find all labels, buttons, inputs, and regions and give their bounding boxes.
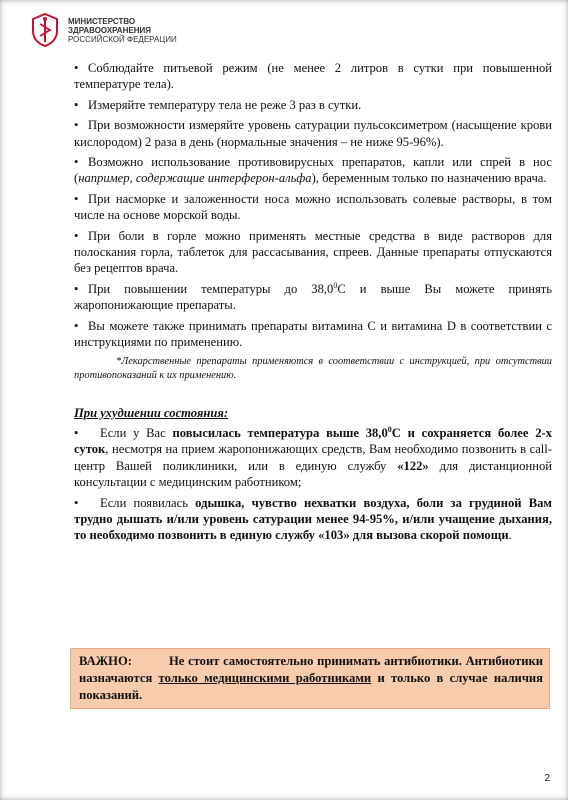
list-item: • Вы можете также принимать препараты витамина С и витамина D в соответствии с инструкциями по применению. — [74, 318, 552, 350]
bullet-icon: • — [74, 155, 79, 170]
list-item: • При боли в горле можно применять местные средства в виде растворов для полоскания горла, таблеток для рассасывания, спреев. Данные препараты отпускаются без рецептов врача. — [74, 228, 552, 276]
bullet-icon: • — [74, 318, 79, 333]
bullet-icon: • — [74, 97, 79, 112]
bullet-icon: • — [74, 425, 79, 440]
important-label: ВАЖНО: — [79, 654, 132, 668]
important-notice: ВАЖНО: Не стоит самостоятельно принимать антибиотики. Антибиотики назначаются только медицинскими работниками и только в случае наличия показаний. — [70, 648, 550, 709]
section-title: При ухудшении состояния: — [74, 405, 229, 420]
list-item: • При насморке и заложенности носа можно использовать солевые растворы, в том числе на основе морской воды. — [74, 191, 552, 223]
list-item: • Соблюдайте питьевой режим (не менее 2 литров в сутки при повышенной температуре тела). — [74, 61, 552, 92]
list-item: • При повышении температуры до 38,0$^0$С и выше Вы можете принять жаропонижающие препараты. — [74, 280, 553, 313]
list-item: • Возможно использование противовирусных препаратов, капли или спрей в нос (например, содержащие интерферон-альфа), беременным только по назначению врача. — [74, 155, 552, 186]
list-item: • Если появилась одышка, чувство нехватки воздуха, боли за грудиной Вам трудно дышать и/или уровень сатурации менее 94-95%, и/или учащение дыхания, то необходимо позвонить в единую службу «103» для вызова скорой помощи. — [74, 495, 552, 543]
ministry-line-2: ЗДРАВООХРАНЕНИЯ — [68, 25, 151, 35]
ministry-line-3: РОССИЙСКОЙ ФЕДЕРАЦИИ — [68, 34, 177, 44]
list-item: • Если у Вас повысилась температура выше 38,0$^0$С и сохраняется более 2-х суток, несмотря на прием жаропонижающих средств, Вам необходимо позвонить в call-центр Вашей поликлиники, или в единую службу «122» для дистанционной консультации с медицинским работником; — [74, 424, 552, 490]
important-underlined: только медицинскими работниками — [158, 671, 372, 685]
emblem-icon — [30, 12, 60, 48]
list-item: • При возможности измеряйте уровень сатурации пульсоксиметром (насыщение крови кислородом) 2 раза в день (нормальные значения – не ниже 95-96%). — [74, 118, 552, 149]
footnote: *Лекарственные препараты применяются в соответствии с инструкцией, при отсутствии противопоказаний к их применению. — [74, 355, 552, 381]
bullet-icon: • — [74, 281, 79, 296]
list-item: • Измеряйте температуру тела не реже 3 раз в сутки. — [74, 97, 362, 112]
ministry-line-1: МИНИСТЕРСТВО — [68, 16, 136, 26]
bullet-icon: • — [74, 118, 79, 133]
page-number: 2 — [544, 773, 550, 784]
ministry-name — [68, 17, 177, 44]
bullet-icon: • — [74, 191, 79, 206]
page-header — [30, 12, 177, 48]
main-content — [74, 60, 552, 548]
bullet-icon: • — [74, 61, 79, 75]
bullet-icon: • — [74, 495, 79, 510]
bullet-icon: • — [74, 228, 79, 243]
